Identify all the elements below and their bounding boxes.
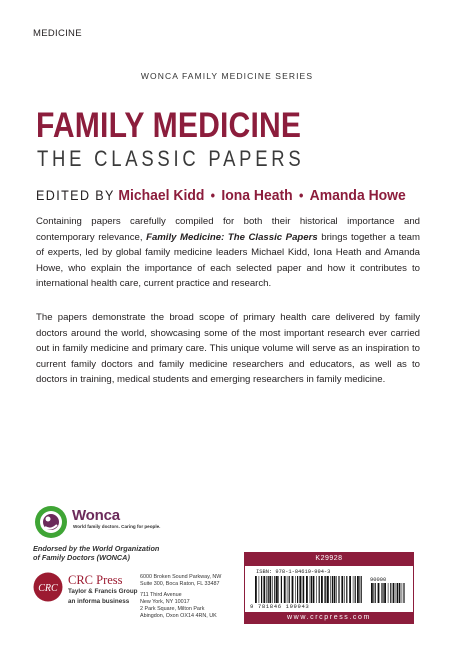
barcode-bar [349,576,351,603]
barcode-bar [299,576,301,603]
barcode-bar [393,583,395,603]
barcode-bar [306,576,308,603]
barcode-bar [325,576,326,603]
barcode-bar [324,576,325,603]
barcode-bar [259,576,260,603]
barcode-bar [302,576,303,603]
barcode-addon-icon [370,583,406,603]
address-line: 2 Park Square, Milton Park [140,606,205,612]
barcode-bar [371,583,373,603]
publisher-url: www.crcpress.com [244,612,414,624]
barcode-digits: 9 781846 199943 [250,603,310,610]
barcode-bar [303,576,304,603]
price-code: 90000 [370,577,387,583]
wonca-tagline: World family doctors. Caring for people. [73,524,161,529]
wonca-logo-icon [34,505,68,539]
barcode-bar [292,576,294,603]
barcode-bar [332,576,333,603]
publisher-name: CRC Press [68,573,123,587]
barcode-bar [334,576,336,603]
address-line: New York, NY 10017 [140,599,190,606]
publisher-address [140,574,221,588]
barcode-bar [287,576,288,603]
barcode-bar [276,576,278,603]
book-title: FAMILY MEDICINE [36,106,302,145]
description-paragraph-1 [36,214,420,292]
barcode-bar [384,583,386,603]
barcode-bar [375,583,376,603]
barcode-bar [295,576,296,603]
address-line: Abingdon, Oxon OX14 4RN, UK [140,613,217,620]
editor-name: Amanda Howe [309,187,406,204]
barcode-bar [330,576,331,603]
barcode-bar [378,583,380,603]
barcode-bar [336,576,337,603]
publisher-address [140,606,217,620]
barcode-bar [396,583,397,603]
wonca-wordmark: Wonca [72,507,120,524]
address-line: Suite 300, Boca Raton, FL 33487 [140,581,220,588]
barcode-bar [388,583,389,603]
crc-logo-letters: CRC [38,583,58,594]
description-text: Containing papers carefully compiled for both their historical importance and contemporary relevance, [36,216,420,243]
barcode-bar [399,583,401,603]
book-subtitle: THE CLASSIC PAPERS [37,146,305,171]
barcode-bar [284,576,286,603]
barcode-bar [327,576,329,603]
barcode-bar [381,583,382,603]
barcode-bar [359,576,360,603]
barcode-bar [261,576,262,603]
barcode-bar [268,576,269,603]
barcode-bar [310,576,311,603]
barcode-bar [402,583,403,603]
barcode-bar [390,583,391,603]
barcode-bar [289,576,290,603]
separator: • [210,188,216,203]
barcode-bar [373,583,374,603]
barcode-bar [274,576,275,603]
barcode-bar [382,583,383,603]
description-paragraph-2: The papers demonstrate the broad scope of primary health care delivered by family doctors around the world, showcasing some of the most important research ever carried out in family medicine and primary care. This unique volume will serve as an inspiration to current family doctors and family medicine researchers and educators, as well as to doctors in training, medical students and emerging researchers in family medicine. [36,312,420,386]
address-line: 6000 Broken Sound Parkway, NW [140,574,222,580]
endorsement-text: of Family Doctors (WONCA) [33,553,130,562]
category-label: MEDICINE [33,28,82,39]
barcode-bar [355,576,356,603]
barcode-bar [357,576,359,603]
description-text: brings together a team of experts, led by global family medicine leaders Michael Kidd, Iona Heath and Amanda Howe, who explain the importance of each selected paper and how it contributes to international health care, current practice and research. [36,231,420,290]
barcode-bar [263,576,265,603]
address-line: 711 Third Avenue [140,592,182,598]
barcode-bar [344,576,345,603]
barcode-bar [319,576,320,603]
editor-name: Iona Heath [221,187,293,204]
barcode-bar [281,576,282,603]
endorsement-text: Endorsed by the World Organization [33,544,160,553]
isbn-number: ISBN: 978-1-84619-994-3 [256,569,331,575]
barcode-bar [346,576,347,603]
series-name: WONCA FAMILY MEDICINE SERIES [140,71,314,81]
book-title-inline: Family Medicine: The Classic Papers [146,231,318,243]
edited-by-label: EDITED BY [36,188,115,203]
barcode-bar [353,576,354,603]
barcode-bar [321,576,323,603]
barcode-bar [272,576,273,603]
barcode-bar [266,576,267,603]
barcode-bar [255,576,257,603]
barcode-bar [269,576,271,603]
publisher-group: Taylor & Francis Group [68,588,138,595]
product-code: K29928 [244,552,414,566]
barcode-bar [316,576,317,603]
editor-name: Michael Kidd [118,187,205,204]
barcode-bar [341,576,343,603]
crc-press-logo-icon [33,572,63,602]
barcode-bar [397,583,398,603]
barcode-bar [338,576,339,603]
barcode-bar [313,576,315,603]
publisher-tagline: an informa business [68,598,130,605]
barcode-bar [297,576,298,603]
barcode-icon [254,576,364,603]
barcode-bar [361,576,362,603]
separator: • [298,188,304,203]
barcode-bar [278,576,279,603]
barcode-bar [403,583,404,603]
publisher-address [140,592,190,606]
barcode-bar [311,576,312,603]
editors-line [36,188,406,204]
